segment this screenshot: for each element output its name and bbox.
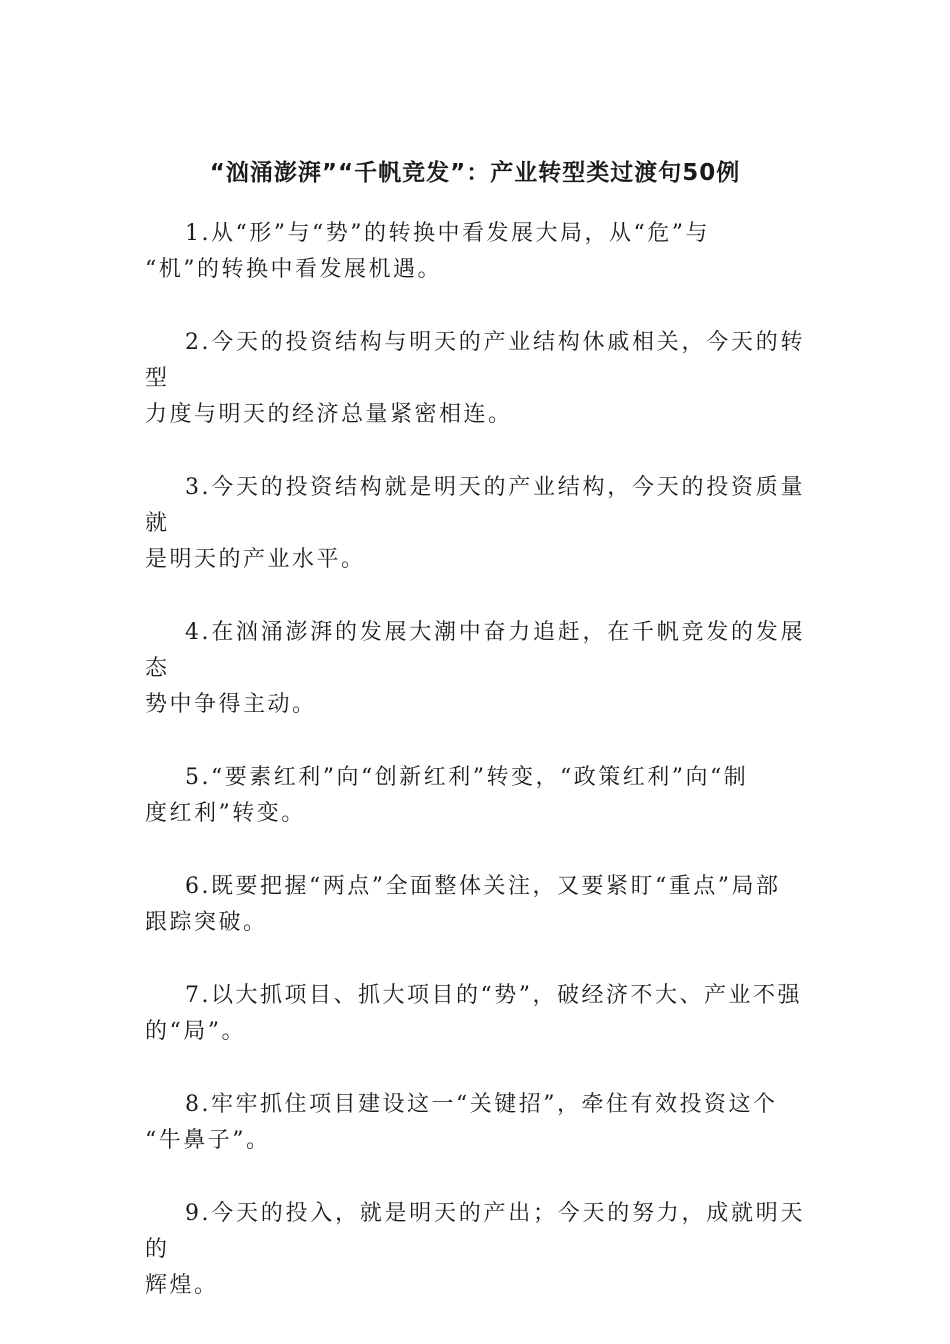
item-line-1: 1.从“形”与“势”的转换中看发展大局，从“危”与 — [185, 221, 710, 246]
item-line-1: 8.牢牢抓住项目建设这一“关键招”，牵住有效投资这个 — [185, 1092, 778, 1117]
item-line-2: “机”的转换中看发展机遇。 — [145, 257, 442, 282]
sentence-list — [145, 216, 805, 1341]
list-item — [145, 470, 805, 578]
item-line-1: 7.以大抓项目、抓大项目的“势”，破经济不大、产业不强 — [185, 983, 802, 1008]
item-line-1: 6.既要把握“两点”全面整体关注，又要紧盯“重点”局部 — [185, 874, 781, 899]
list-item — [145, 760, 805, 832]
item-line-2: 的“局”。 — [145, 1019, 246, 1044]
item-line-2: 度红利”转变。 — [145, 801, 306, 826]
item-line-2: 是明天的产业水平。 — [145, 547, 366, 572]
item-line-1: 9.今天的投入，就是明天的产出；今天的努力，成就明天的 — [145, 1201, 805, 1262]
list-item — [145, 1196, 805, 1304]
list-item — [145, 615, 805, 723]
item-line-1: 5.“要素红利”向“创新红利”转变，“政策红利”向“制 — [185, 765, 749, 790]
list-item — [145, 1087, 805, 1159]
item-line-2: 跟踪突破。 — [145, 910, 268, 935]
list-item — [145, 869, 805, 941]
item-line-1: 4.在汹涌澎湃的发展大潮中奋力追赶，在千帆竞发的发展态 — [145, 620, 805, 681]
document-title: “汹涌澎湃”“千帆竞发”：产业转型类过渡句50例 — [209, 160, 741, 186]
item-line-2: 势中争得主动。 — [145, 692, 317, 717]
list-item — [145, 216, 805, 288]
item-line-1: 3.今天的投资结构就是明天的产业结构，今天的投资质量就 — [145, 475, 805, 536]
item-line-1: 2.今天的投资结构与明天的产业结构休戚相关，今天的转型 — [145, 330, 805, 391]
list-item — [145, 325, 805, 433]
item-line-2: “牛鼻子”。 — [145, 1128, 271, 1153]
item-line-2: 力度与明天的经济总量紧密相连。 — [145, 402, 513, 427]
list-item — [145, 978, 805, 1050]
item-line-2: 辉煌。 — [145, 1273, 219, 1298]
